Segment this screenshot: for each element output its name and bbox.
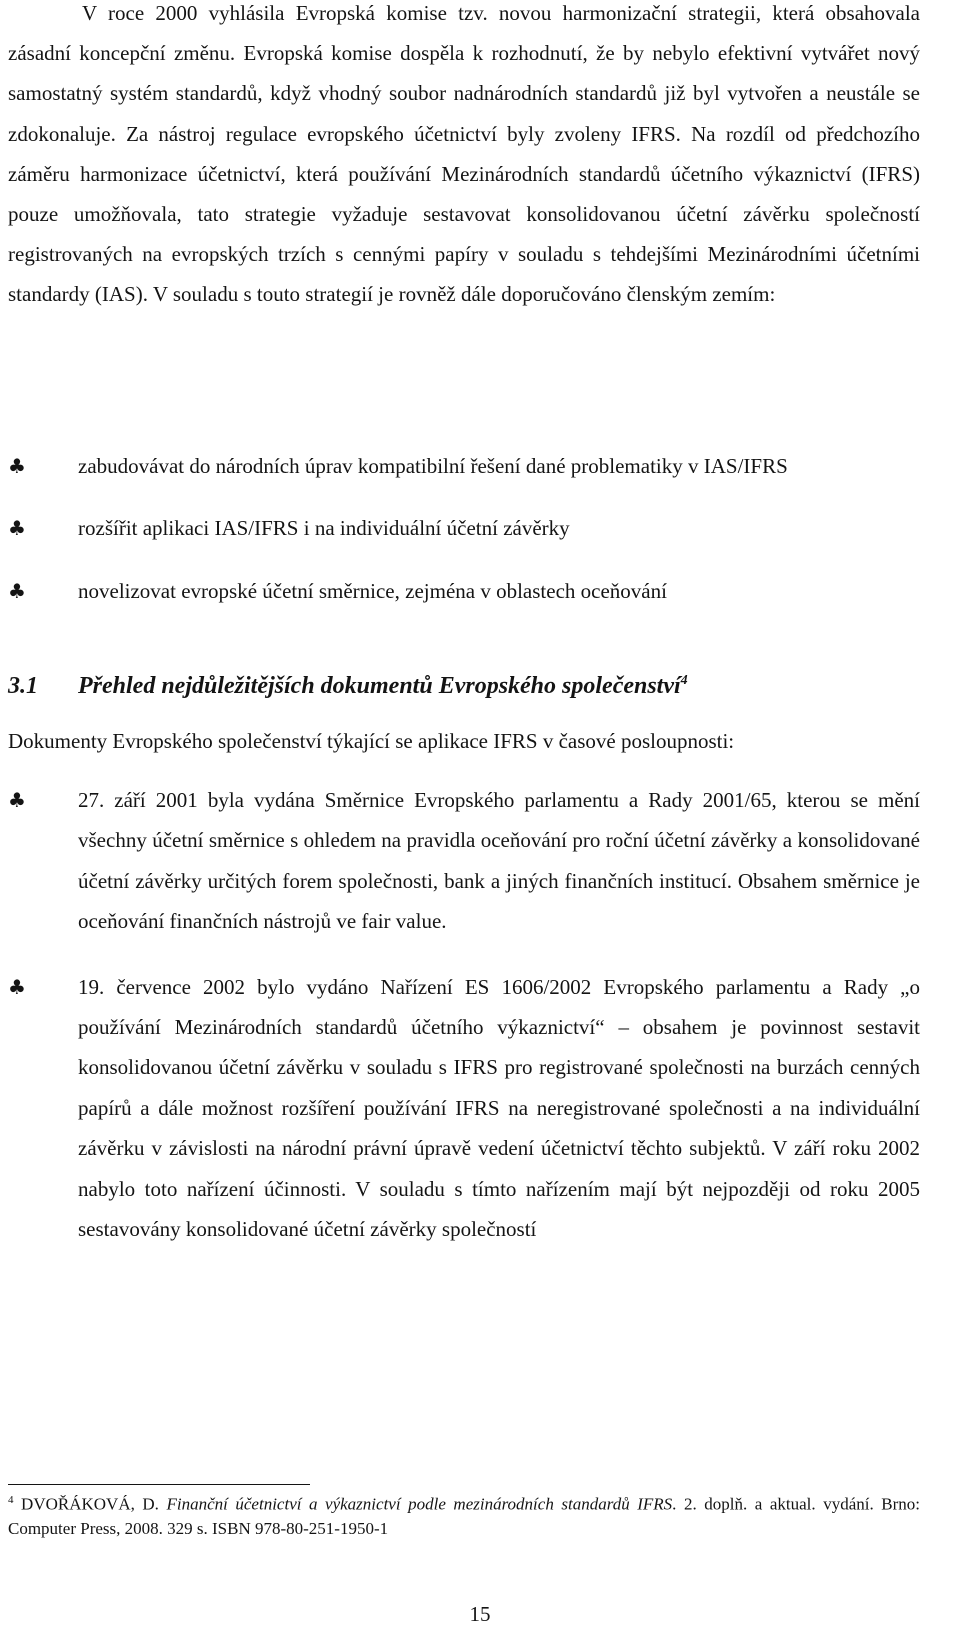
list-item bbox=[8, 780, 920, 942]
list-item bbox=[8, 508, 920, 548]
footnote-separator bbox=[8, 1484, 310, 1485]
section-intro: Dokumenty Evropského společenství týkající se aplikace IFRS v časové posloupnosti: bbox=[8, 729, 735, 753]
club-bullet-icon: ♣ bbox=[8, 974, 26, 999]
list-item-text: rozšířit aplikaci IAS/IFRS i na individuální účetní závěrky bbox=[78, 516, 570, 541]
document-list bbox=[8, 780, 920, 1249]
list-item-text: zabudovávat do národních úprav kompatibilní řešení dané problematiky v IAS/IFRS bbox=[78, 454, 788, 478]
club-bullet-icon: ♣ bbox=[8, 454, 26, 478]
recommendation-list bbox=[8, 446, 920, 611]
footnote bbox=[8, 1488, 920, 1541]
list-item bbox=[8, 446, 920, 486]
club-bullet-icon: ♣ bbox=[8, 516, 26, 541]
body-paragraph: V roce 2000 vyhlásila Evropská komise tzv. novou harmonizační strategii, která obsahovala zásadní koncepční změnu. Evropská komise dospěla k rozhodnutí, že by nebylo efektivní vytvářet nový samostatný systém standardů, když vhodný soubor nadnárodních standardů již byl vytvořen a neustále se zdokonaluje. Za nástroj regulace evropského účetnictví byly zvoleny IFRS. Na rozdíl od předchozího záměru harmonizace účetnictví, která používání Mezinárodních standardů účetního výkaznictví (IFRS) pouze umožňovala, tato strategie vyžaduje sestavovat konsolidovanou účetní závěrku společností registrovaných na evropských trzích s cennými papíry v souladu s tehdejšími Mezinárodními účetními standardy (IAS). V souladu s touto strategií je rovněž dále doporučováno členským zemím: bbox=[8, 1, 920, 307]
list-item-text: 19. července 2002 bylo vydáno Nařízení ES 1606/2002 Evropského parlamentu a Rady „o používání Mezinárodních standardů účetního výkaznictví“ – obsahem je povinnost sestavit konsolidovanou účetní závěrku v souladu s IFRS pro registrované společnosti na burzách cenných papírů a dále možnost rozšíření používání IFRS na neregistrované společnosti a na individuální závěrku v závislosti na národní právní úpravě vedení účetnictví těchto subjektů. V září roku 2002 nabylo toto nařízení účinnosti. V souladu s tímto nařízením mají být nejpozději od roku 2005 sestavovány konsolidované účetní závěrky společností bbox=[78, 974, 920, 1242]
list-item bbox=[8, 967, 920, 1250]
list-item bbox=[8, 571, 920, 611]
club-bullet-icon: ♣ bbox=[8, 578, 26, 603]
page-number: 15 bbox=[469, 1602, 491, 1626]
footnote-title: Finanční účetnictví a výkaznictví podle mezinárodních standardů IFRS bbox=[166, 1494, 673, 1514]
list-item-text: novelizovat evropské účetní směrnice, zejména v oblastech oceňování bbox=[78, 578, 667, 603]
footnote-reference[interactable]: 4 bbox=[680, 673, 688, 688]
footnote-details: . 2. doplň. a aktual. vydání. Brno: Computer Press, 2008. 329 s. ISBN 978-80-251-1950-1 bbox=[8, 1494, 920, 1538]
footnote-number: 4 bbox=[8, 1494, 14, 1506]
section-title: Přehled nejdůležitějších dokumentů Evropského společenství bbox=[78, 673, 681, 699]
list-item-text: 27. září 2001 byla vydána Směrnice Evropského parlamentu a Rady 2001/65, kterou se mění všechny účetní směrnice s ohledem na pravidla oceňování pro roční účetní závěrky a konsolidované účetní závěrky určitých forem společnosti, bank a jiných finančních institucí. Obsahem směrnice je oceňování finančních nástrojů ve fair value. bbox=[78, 788, 920, 934]
footnote-author: DVOŘÁKOVÁ, D. bbox=[21, 1494, 159, 1514]
section-heading bbox=[8, 661, 920, 706]
section-number: 3.1 bbox=[8, 673, 38, 699]
club-bullet-icon: ♣ bbox=[8, 788, 26, 812]
